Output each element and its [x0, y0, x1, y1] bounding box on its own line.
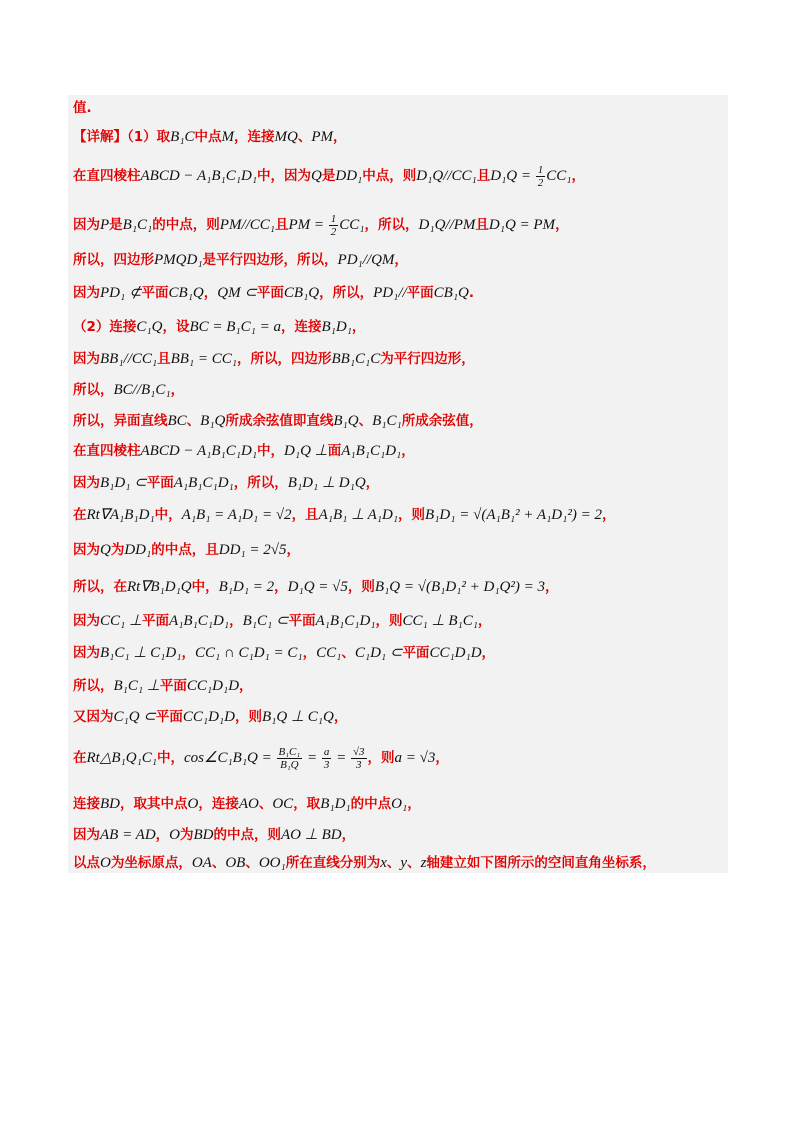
- math-expression: A₁B₁C₁D₁: [169, 613, 230, 629]
- chinese-text: 、: [245, 855, 259, 871]
- chinese-text: ，: [365, 475, 380, 491]
- math-expression: BB₁ = CC₁: [170, 351, 237, 367]
- math-expression: D₁Q = √5: [287, 579, 348, 595]
- math-expression: D₁Q//CC₁: [416, 168, 477, 184]
- fraction-numerator: a: [323, 746, 330, 759]
- math-expression: CC₁D₁D: [429, 645, 482, 661]
- chinese-text: 又因为: [73, 709, 114, 725]
- chinese-text: 、: [341, 645, 355, 661]
- math-expression: Rt∇B₁D₁Q: [127, 579, 192, 595]
- math-expression: B₁C₁ ⊂: [242, 613, 289, 629]
- math-expression: CB₁Q: [433, 285, 469, 301]
- chinese-text: 为: [180, 827, 194, 843]
- fraction-denominator: 2: [330, 226, 337, 239]
- math-expression: ABCD − A₁B₁C₁D₁: [140, 443, 258, 459]
- math-expression: B₁C₁: [372, 413, 402, 429]
- chinese-text: 所成余弦值即直线: [225, 413, 334, 429]
- chinese-text: 的中点，则: [152, 217, 220, 233]
- chinese-text: ，: [286, 542, 300, 558]
- chinese-text: ，取: [293, 796, 321, 812]
- chinese-text: ，: [435, 750, 449, 766]
- fraction-numerator: 1: [537, 164, 544, 177]
- math-expression: x: [380, 855, 387, 871]
- math-expression: Rt△B₁Q₁C₁: [86, 750, 158, 766]
- math-expression: MQ: [274, 129, 298, 145]
- math-expression: QM ⊂: [217, 285, 257, 301]
- math-expression: M: [221, 129, 235, 145]
- chinese-text: ，: [181, 645, 195, 661]
- chinese-text: ，连接: [198, 796, 239, 812]
- chinese-text: 因为: [73, 475, 100, 491]
- math-expression: BD: [100, 796, 120, 812]
- chinese-text: 为: [110, 542, 125, 558]
- math-expression: C₁Q ⊂: [113, 709, 156, 725]
- chinese-text: ，: [229, 613, 243, 629]
- solution-line: [73, 380, 723, 401]
- chinese-text: 中，因为: [257, 168, 312, 184]
- chinese-text: ，所以，四边形: [237, 351, 332, 367]
- solution-line: [73, 250, 723, 271]
- math-expression: CB₁Q: [168, 285, 204, 301]
- chinese-text: 在: [73, 507, 87, 523]
- chinese-text: 平面: [288, 613, 316, 629]
- math-expression: OB: [225, 855, 246, 871]
- chinese-text: 所以，在: [73, 579, 127, 595]
- solution-line: [73, 98, 723, 119]
- chinese-text: 、: [407, 855, 421, 871]
- chinese-text: 的中点，且: [151, 542, 219, 558]
- fraction-denominator: 3: [323, 759, 330, 772]
- chinese-text: ，设: [162, 319, 190, 335]
- chinese-text: ，: [274, 579, 288, 595]
- math-expression: PMQD₁: [154, 252, 203, 268]
- solution-line: [73, 127, 723, 148]
- solution-line: [73, 283, 723, 304]
- math-expression: OC: [272, 796, 294, 812]
- chinese-text: 连接: [73, 796, 100, 812]
- math-expression: =: [332, 750, 350, 766]
- fraction: [351, 746, 367, 771]
- chinese-text: 是: [321, 168, 336, 184]
- math-expression: y: [400, 855, 408, 871]
- math-expression: CC₁ ∩ C₁D₁ = C₁: [194, 645, 303, 661]
- chinese-text: 且: [475, 217, 489, 233]
- solution-line: [73, 577, 723, 598]
- math-expression: PD₁//: [373, 285, 407, 301]
- solution-line: [73, 411, 723, 432]
- math-expression: BC = B₁C₁ = a: [189, 319, 281, 335]
- solution-line: [73, 611, 723, 632]
- solution-line: [73, 745, 723, 772]
- chinese-text: 为坐标原点，: [110, 855, 192, 871]
- math-expression: O: [100, 855, 111, 871]
- chinese-text: 面: [327, 443, 342, 459]
- math-expression: B₁D₁: [320, 796, 351, 812]
- chinese-text: ，: [155, 827, 170, 843]
- fraction-denominator: B₁Q: [280, 759, 299, 772]
- chinese-text: ，则: [375, 613, 403, 629]
- math-expression: B₁D₁ = √(A₁B₁² + A₁D₁²) = 2: [425, 507, 602, 523]
- math-expression: D₁Q//PM: [418, 217, 476, 233]
- math-expression: B₁Q = √(B₁D₁² + D₁Q²) = 3: [374, 579, 546, 595]
- chinese-text: 因为: [73, 542, 100, 558]
- solution-line: [73, 643, 723, 664]
- math-expression: A₁B₁C₁D₁: [315, 613, 376, 629]
- chinese-text: 、: [358, 413, 373, 429]
- chinese-text: 、: [297, 129, 312, 145]
- chinese-text: （2）连接: [73, 319, 137, 335]
- math-expression: P: [100, 217, 110, 233]
- chinese-text: 值.: [73, 100, 92, 116]
- solution-line: [73, 473, 723, 494]
- chinese-text: 所以，四边形: [73, 252, 154, 268]
- math-expression: OA: [191, 855, 212, 871]
- solution-line: [73, 794, 723, 815]
- chinese-text: 平面: [159, 678, 187, 694]
- chinese-text: 是: [109, 217, 123, 233]
- math-expression: BD: [193, 827, 214, 843]
- chinese-text: ，: [545, 579, 559, 595]
- fraction: [277, 746, 303, 771]
- chinese-text: 、: [258, 796, 273, 812]
- math-expression: B₁Q: [200, 413, 226, 429]
- math-expression: B₁D₁ ⊂: [100, 475, 147, 491]
- chinese-text: ，: [481, 645, 496, 661]
- fraction-numerator: B₁C₁: [278, 746, 301, 759]
- math-expression: B₁C₁ ⊥: [113, 678, 160, 694]
- math-expression: CC₁: [316, 645, 342, 661]
- chinese-text: 因为: [73, 645, 100, 661]
- chinese-text: 且: [157, 351, 171, 367]
- chinese-text: 所以，: [73, 678, 114, 694]
- chinese-text: 平面: [146, 475, 174, 491]
- solution-line: [73, 707, 723, 728]
- math-expression: B₁C₁ ⊥ C₁D₁: [100, 645, 182, 661]
- chinese-text: 、: [211, 855, 226, 871]
- math-expression: Q: [100, 542, 111, 558]
- chinese-text: ，: [555, 217, 569, 233]
- chinese-text: ，连接: [234, 129, 275, 145]
- chinese-text: ，: [239, 678, 253, 694]
- solution-line: [73, 676, 723, 697]
- chinese-text: 为平行四边形，: [380, 351, 475, 367]
- chinese-text: 平面: [406, 285, 434, 301]
- chinese-text: 中点: [194, 129, 222, 145]
- chinese-text: 平面: [155, 709, 183, 725]
- chinese-text: 平面: [402, 645, 430, 661]
- solution-line: [73, 540, 723, 561]
- chinese-text: ，连接: [280, 319, 322, 335]
- chinese-text: ，: [170, 382, 185, 398]
- math-expression: B₁C₁: [122, 217, 153, 233]
- chinese-text: ，: [333, 709, 348, 725]
- chinese-text: ，: [571, 168, 585, 184]
- chinese-text: 轴建立如下图所示的空间直角坐标系，: [426, 855, 656, 871]
- fraction: [536, 164, 546, 189]
- chinese-text: 在直四棱柱: [73, 443, 141, 459]
- chinese-text: 在: [73, 750, 87, 766]
- chinese-text: 的中点，则: [213, 827, 282, 843]
- math-expression: AO: [238, 796, 259, 812]
- chinese-text: ，: [407, 796, 421, 812]
- chinese-text: ，所以，: [319, 285, 374, 301]
- solution-line: [73, 212, 723, 239]
- math-expression: CC₁D₁D: [182, 709, 235, 725]
- math-expression: B₁Q: [333, 413, 359, 429]
- math-expression: OO₁: [258, 855, 286, 871]
- math-expression: A₁B₁C₁D₁: [341, 443, 402, 459]
- chinese-text: 是平行四边形，所以，: [202, 252, 338, 268]
- math-expression: DD₁: [124, 542, 152, 558]
- chinese-text: ，: [394, 252, 408, 268]
- chinese-text: 因为: [73, 827, 100, 843]
- math-expression: C₁D₁ ⊂: [354, 645, 403, 661]
- chinese-text: 的中点: [350, 796, 392, 812]
- fraction-numerator: √3: [352, 746, 365, 759]
- chinese-text: 平面: [256, 285, 284, 301]
- fraction-denominator: 2: [537, 177, 544, 190]
- chinese-text: 以点: [73, 855, 100, 871]
- math-expression: AB = AD: [100, 827, 156, 843]
- solution-line: [73, 317, 723, 338]
- chinese-text: ，则: [234, 709, 262, 725]
- math-expression: PM: [311, 129, 334, 145]
- math-expression: B₁D₁ = 2: [218, 579, 275, 595]
- chinese-text: 因为: [73, 285, 100, 301]
- chinese-text: 中，: [154, 507, 182, 523]
- math-expression: CC₁ ⊥ B₁C₁: [402, 613, 478, 629]
- chinese-text: 中点，则: [362, 168, 417, 184]
- chinese-text: ，取其中点: [120, 796, 188, 812]
- math-expression: CB₁Q: [283, 285, 320, 301]
- chinese-text: 在直四棱柱: [73, 168, 141, 184]
- math-expression: PM =: [288, 217, 328, 233]
- chinese-text: ，所以，: [233, 475, 288, 491]
- chinese-text: ，: [477, 613, 492, 629]
- chinese-text: 、: [186, 413, 201, 429]
- math-expression: Rt∇A₁B₁D₁: [86, 507, 155, 523]
- chinese-text: ，: [401, 443, 415, 459]
- math-expression: O: [169, 827, 181, 843]
- chinese-text: 中，: [257, 443, 285, 459]
- chinese-text: ，: [333, 129, 347, 145]
- math-expression: B₁Q ⊥ C₁Q: [261, 709, 334, 725]
- chinese-text: ，: [341, 827, 356, 843]
- chinese-text: 因为: [73, 351, 100, 367]
- math-expression: z: [420, 855, 427, 871]
- chinese-text: ，且: [291, 507, 319, 523]
- math-expression: Q: [311, 168, 322, 184]
- chinese-text: 中，: [157, 750, 185, 766]
- solution-line: [73, 349, 723, 370]
- math-expression: D₁Q = PM: [488, 217, 556, 233]
- chinese-text: 【详解】（1）取: [73, 129, 171, 145]
- math-expression: BB₁//CC₁: [100, 351, 158, 367]
- chinese-text: ，则: [347, 579, 375, 595]
- math-expression: DD₁ = 2√5: [218, 542, 287, 558]
- math-expression: ABCD − A₁B₁C₁D₁: [140, 168, 258, 184]
- chinese-text: 、: [386, 855, 401, 871]
- chinese-text: ，所以，: [364, 217, 419, 233]
- fraction-denominator: 3: [356, 759, 362, 772]
- math-expression: D₁Q =: [490, 168, 535, 184]
- solution-line: [73, 441, 723, 462]
- chinese-text: .: [468, 285, 475, 301]
- math-expression: a = √3: [394, 750, 436, 766]
- chinese-text: 因为: [73, 217, 100, 233]
- chinese-text: 所在直线分别为: [285, 855, 381, 871]
- chinese-text: 平面: [142, 613, 170, 629]
- math-expression: O: [187, 796, 199, 812]
- math-expression: O₁: [391, 796, 408, 812]
- chinese-text: 平面: [141, 285, 169, 301]
- chinese-text: ，则: [367, 750, 395, 766]
- math-expression: A₁B₁ ⊥ A₁D₁: [318, 507, 399, 523]
- math-expression: D₁Q ⊥: [284, 443, 328, 459]
- chinese-text: ，: [302, 645, 317, 661]
- fraction-numerator: 1: [330, 213, 337, 226]
- solution-line: [73, 163, 723, 190]
- chinese-text: ，: [351, 319, 366, 335]
- math-expression: B₁D₁ ⊥ D₁Q: [287, 475, 366, 491]
- solution-line: [73, 825, 723, 846]
- math-expression: BC//B₁C₁: [113, 382, 171, 398]
- chinese-text: 所成余弦值，: [401, 413, 483, 429]
- math-expression: PD₁//QM: [337, 252, 395, 268]
- chinese-text: 且: [476, 168, 491, 184]
- math-expression: CC₁ ⊥: [100, 613, 143, 629]
- chinese-text: 因为: [73, 613, 100, 629]
- math-expression: BC: [167, 413, 187, 429]
- chinese-text: 中，: [191, 579, 219, 595]
- solution-line: [73, 505, 723, 526]
- fraction: [329, 213, 339, 238]
- math-expression: CC₁: [339, 217, 365, 233]
- math-expression: AO ⊥ BD: [281, 827, 342, 843]
- math-expression: CC₁D₁D: [186, 678, 240, 694]
- chinese-text: ，则: [398, 507, 426, 523]
- chinese-text: ，: [203, 285, 218, 301]
- fraction: [322, 746, 332, 771]
- chinese-text: 且: [275, 217, 289, 233]
- math-expression: A₁B₁ = A₁D₁ = √2: [181, 507, 292, 523]
- math-expression: cos∠C₁B₁Q =: [184, 750, 276, 766]
- chinese-text: 所以，异面直线: [73, 413, 168, 429]
- solution-line: [73, 853, 723, 874]
- math-expression: DD₁: [335, 168, 363, 184]
- math-expression: C₁Q: [136, 319, 163, 335]
- chinese-text: 所以，: [73, 382, 114, 398]
- math-expression: A₁B₁C₁D₁: [173, 475, 234, 491]
- math-expression: PD₁ ⊄: [100, 285, 142, 301]
- math-expression: B₁D₁: [321, 319, 352, 335]
- chinese-text: ，: [601, 507, 616, 523]
- math-expression: B₁C: [170, 129, 195, 145]
- math-expression: CC₁: [546, 168, 572, 184]
- math-expression: PM//CC₁: [219, 217, 275, 233]
- math-expression: =: [303, 750, 321, 766]
- math-expression: BB₁C₁C: [331, 351, 381, 367]
